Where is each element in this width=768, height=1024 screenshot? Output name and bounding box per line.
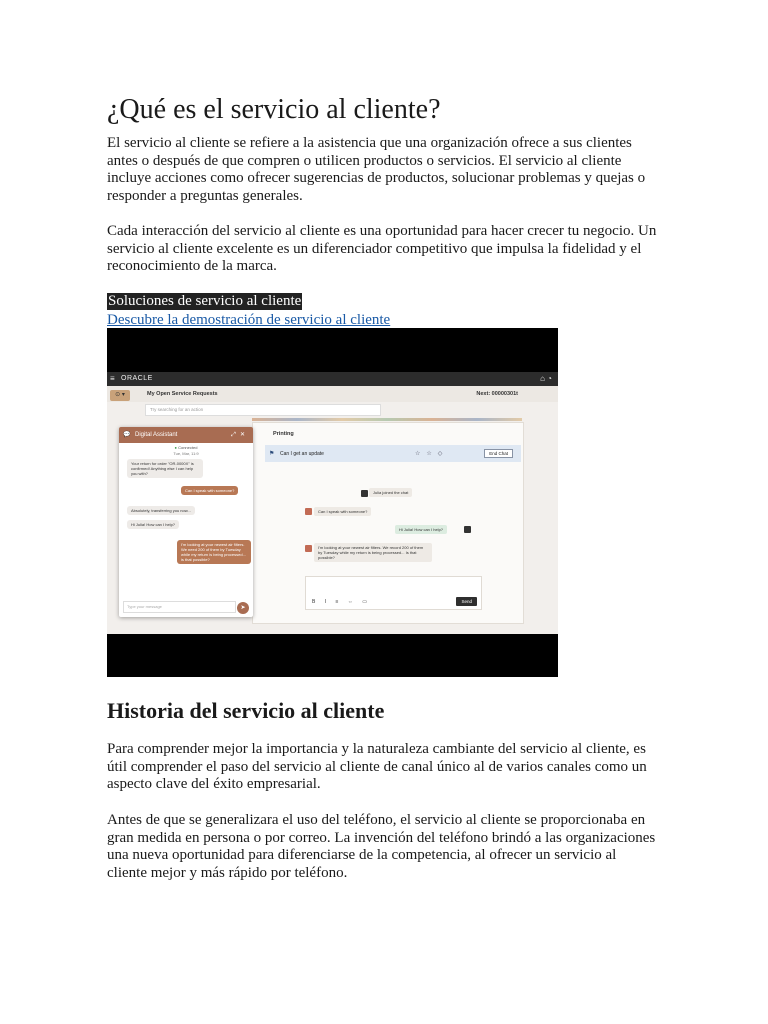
- text-line: cliente mejor y más rápido por teléfono.: [107, 864, 348, 881]
- opportunity-paragraph: [107, 223, 667, 276]
- page-title: ¿Qué es el servicio al cliente?: [107, 94, 441, 125]
- text-line: aspecto clave del éxito empresarial.: [107, 776, 321, 792]
- conversation-subject: Can I get an update: [280, 451, 324, 457]
- decorative-strip: [252, 418, 522, 421]
- text-line: útil comprender el paso del servicio al cliente de canal único al de varios canales como un: [107, 758, 647, 775]
- text-line: servicio al cliente excelente es un diferenciador competitivo que impulsa la fidelidad y el: [107, 240, 642, 257]
- notification-icons: ⌂ ◔: [540, 374, 552, 383]
- text-line: Antes de que se generalizara el uso del teléfono, el servicio al cliente se proporcionaba en: [107, 812, 646, 828]
- text-line: antes o después de que compren o utilicen productos o servicios. El servicio al cliente: [107, 152, 622, 169]
- assistant-title: Digital Assistant: [135, 432, 178, 438]
- highlighted-label: Soluciones de servicio al cliente: [108, 293, 302, 309]
- demo-video[interactable]: [107, 328, 558, 677]
- search-input: Try searching for an action: [145, 404, 381, 416]
- format-toolbar: B I ≡ ⇔ ▭: [312, 599, 371, 605]
- bot-message: Absolutely, transferring you now...: [127, 506, 195, 515]
- app-topbar: [107, 372, 558, 386]
- connection-status: [119, 445, 253, 450]
- text-line: El servicio al cliente se refiere a la asistencia que una organización ofrece a sus clientes: [107, 135, 632, 151]
- next-record: Next: 00000301t: [476, 391, 518, 397]
- flag-icon: ⚑: [269, 451, 275, 457]
- text-line: Cada interacción del servicio al cliente es una oportunidad para hacer crecer tu negocio. Un: [107, 223, 657, 239]
- hamburger-icon: ≡: [110, 374, 115, 383]
- avatar: [305, 545, 312, 552]
- digital-assistant-window: [119, 427, 253, 617]
- avatar: [305, 508, 312, 515]
- brand-logo: ORACLE: [121, 375, 153, 382]
- avatar: [361, 490, 368, 497]
- text-line: reconocimiento de la marca.: [107, 258, 277, 274]
- assistant-header: [119, 427, 253, 443]
- intro-paragraph: [107, 135, 667, 205]
- chat-date: Tue, Mar, 11:9: [173, 451, 199, 456]
- chat-icon: 💬: [123, 432, 131, 438]
- conversation-bar: [265, 445, 521, 462]
- status-text: Connected: [178, 445, 198, 450]
- service-request-panel: [252, 422, 524, 624]
- end-chat-button: End Chat: [484, 449, 513, 458]
- video-screenshot: [107, 372, 558, 634]
- message-composer: [305, 576, 482, 610]
- panel-title: Printing: [273, 431, 294, 437]
- user-message: I'm looking at your newest air filters. We need 200 of them by Tuesday while my return is being processed... is that possible?: [177, 540, 251, 564]
- send-button: Send: [456, 597, 477, 606]
- text-line: responder a preguntas generales.: [107, 187, 303, 204]
- app-subbar: [107, 386, 558, 402]
- bot-message: Hi Julia! How can I help?: [127, 520, 179, 529]
- status-dot-icon: ●: [174, 445, 179, 450]
- telephone-paragraph: [107, 812, 667, 882]
- user-message: Can I speak with someone?: [181, 486, 238, 495]
- section-heading: Historia del servicio al cliente: [107, 698, 385, 723]
- text-line: incluye acciones como ofrecer sugerencias de productos, solucionar problemas y quejas o: [107, 170, 646, 186]
- customer-message: Can I speak with someone?: [314, 507, 371, 516]
- avatar: [464, 526, 471, 533]
- send-arrow-icon: ➤: [237, 602, 249, 614]
- breadcrumb: My Open Service Requests: [147, 391, 218, 397]
- agent-message: Hi Julia! How can I help?: [395, 525, 447, 534]
- action-icons: ☆☆◇: [415, 451, 449, 457]
- window-controls: ⤢✕: [231, 432, 249, 438]
- text-line: Para comprender mejor la importancia y la naturaleza cambiante del servicio al cliente, es: [107, 741, 646, 757]
- text-line: gran medida en persona o por correo. La invención del teléfono brindó a las organizaciones: [107, 829, 656, 846]
- customer-message: I'm looking at your newest air filters. We record 200 of them by Tuesday while my return is being processed... Is that possible?: [314, 543, 432, 562]
- selector-button: ⊙ ▾: [110, 390, 130, 401]
- bot-message: Your return for order "OR-0000X" is confirmed! Anything else I can help you with?: [127, 459, 203, 478]
- assistant-message-input: Type your message: [123, 601, 236, 613]
- system-message: Julia joined the chat: [369, 488, 412, 497]
- demo-link[interactable]: Descubre la demostración de servicio al cliente: [107, 312, 391, 328]
- text-line: una nueva oportunidad para diferenciarse de la competencia, al ofrecer un servicio al: [107, 847, 617, 863]
- history-paragraph: [107, 741, 667, 794]
